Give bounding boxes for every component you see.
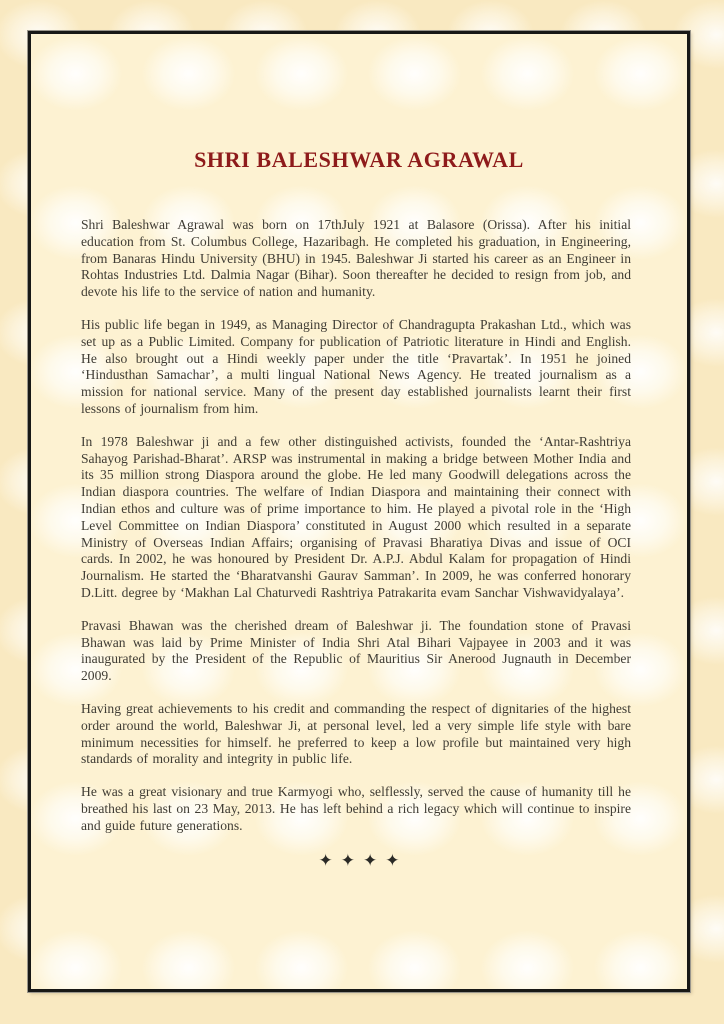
document-frame (28, 31, 690, 992)
paragraph-simple-life: Having great achievements to his credit and commanding the respect of dignitaries of the highest order around the world, Baleshwar Ji, at personal level, led a very simple life style with bare minimum necessities for himself. he preferred to keep a low profile but maintained very high standards of morality and integrity in public life. (81, 700, 631, 767)
paragraph-public-life: His public life began in 1949, as Managing Director of Chandragupta Prakashan Ltd., which was set up as a Public Limited. Company for publication of Patriotic literature in Hindi and English. He also brought out a Hindi weekly paper under the title ‘Pravartak’. In 1951 he joined ‘Hindusthan Samachar’, a multi lingual National News Agency. He treated journalism as a mission for national service. Many of the present day established journalists learnt their first lessons of journalism from him. (81, 316, 631, 416)
page-title: SHRI BALESHWAR AGRAWAL (194, 147, 524, 172)
paragraph-birth-education: Shri Baleshwar Agrawal was born on 17thJuly 1921 at Balasore (Orissa). After his initial education from St. Columbus College, Hazaribagh. He completed his graduation, in Engineering, from Banaras Hindu University (BHU) in 1945. Baleshwar Ji started his career as an Engineer in Rohtas Industries Ltd. Dalmia Nagar (Bihar). Soon thereafter he decided to resign from job, and devote his life to the service of nation and humanity. (81, 217, 631, 300)
four-pointed-stars-ornament-icon: ✦✦✦✦ (318, 850, 408, 870)
paragraph-pravasi-bhawan: Pravasi Bhawan was the cherished dream of Baleshwar ji. The foundation stone of Pravasi Bhawan was laid by Prime Minister of India Shri Atal Bihari Vajpayee in 2003 and it was inaugurated by the President of the Republic of Mauritius Sir Anerood Jugnauth in December 2009. (81, 617, 631, 684)
paragraph-arsp-diaspora: In 1978 Baleshwar ji and a few other distinguished activists, founded the ‘Antar-Rashtriya Sahayog Parishad-Bharat’. ARSP was instrumental in making a bridge between Mother India and its 35 million strong Diaspora around the globe. He led many Goodwill delegations across the Indian diaspora countries. The welfare of Indian Diaspora and maintaining their connect with Indian ethos and culture was of prime importance to him. He played a pivotal role in the ‘High Level Committee on Indian Diaspora’ constituted in August 2000 which resulted in a separate Ministry of Overseas Indian Affairs; organising of Pravasi Bharatiya Divas and issue of OCI cards. In 2002, he was honoured by President Dr. A.P.J. Abdul Kalam for propagation of Hindi Journalism. He started the ‘Bharatvanshi Gaurav Samman’. In 2009, he was conferred honorary D.Litt. degree by ‘Makhan Lal Chaturvedi Rashtriya Patrakarita evam Sanchar Vishwavidyalaya’. (81, 433, 631, 600)
paragraph-legacy: He was a great visionary and true Karmyogi who, selflessly, served the cause of humanity till he breathed his last on 23 May, 2013. He has left behind a rich legacy which will continue to inspire and guide future generations. (81, 784, 631, 833)
document-body (31, 217, 687, 835)
